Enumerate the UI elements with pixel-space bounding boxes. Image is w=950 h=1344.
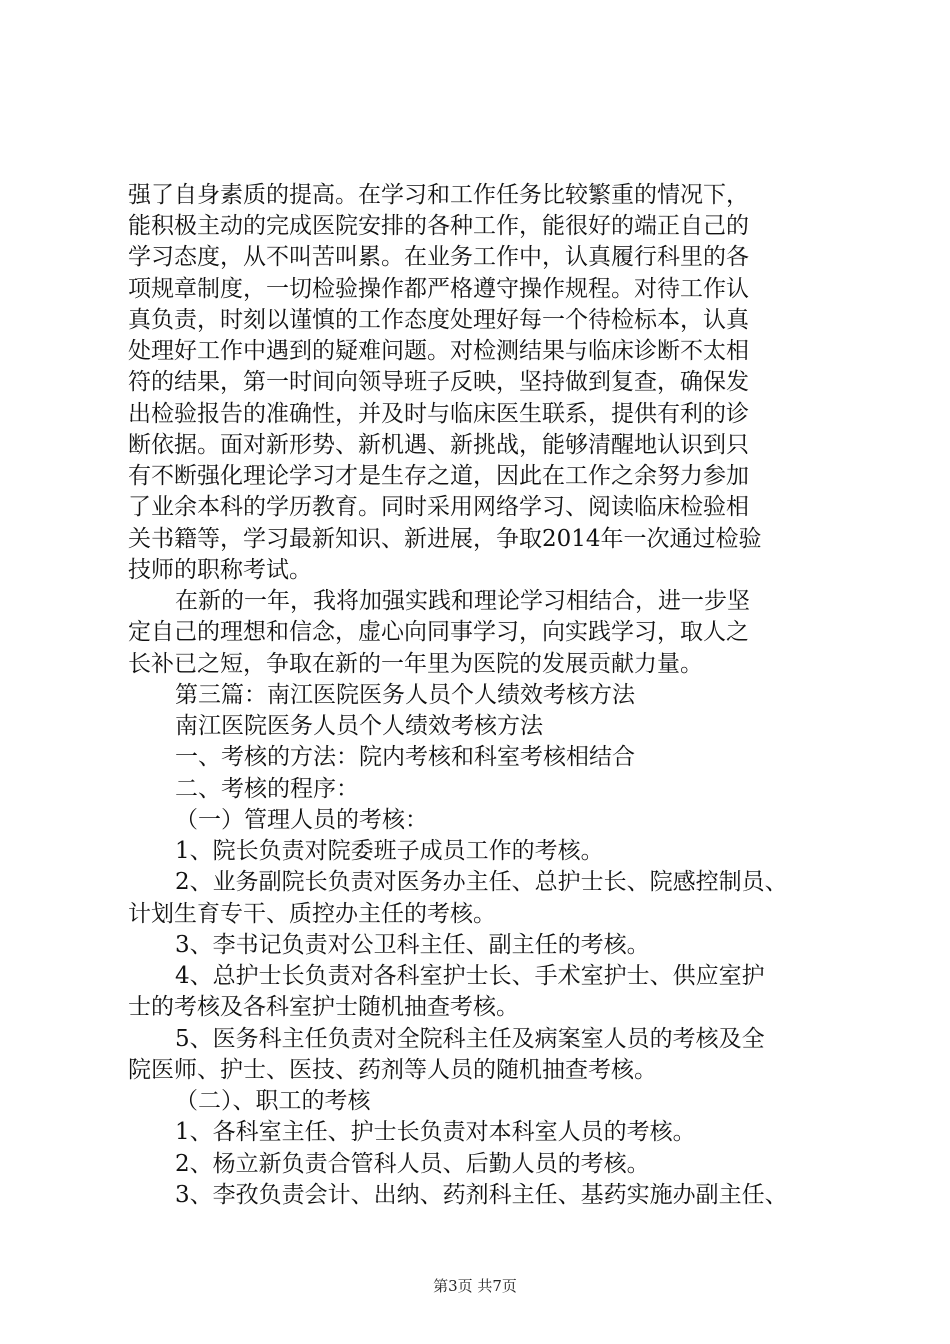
text-line: 真负责，时刻以谨慎的工作态度处理好每一个待检标本，认真 [128,307,749,333]
text-line: 学习态度，从不叫苦叫累。在业务工作中，认真履行科里的各 [128,244,749,270]
page-number-footer: 第3页 共7页 [433,1277,517,1295]
text-line: 4、总护士长负责对各科室护士长、手术室护士、供应室护 [175,963,765,989]
text-line: （一）管理人员的考核： [175,807,428,833]
text-line: 二、考核的程序： [175,776,359,802]
text-line: 3、李书记负责对公卫科主任、副主任的考核。 [175,932,650,958]
text-line: 出检验报告的准确性，并及时与临床医生联系，提供有利的诊 [128,401,749,427]
text-line: 5、医务科主任负责对全院科主任及病案室人员的考核及全 [175,1026,765,1052]
text-line: 2、业务副院长负责对医务办主任、总护士长、院感控制员、 [175,869,788,895]
text-line: 2、杨立新负责合管科人员、后勤人员的考核。 [175,1151,650,1177]
section-title: 南江医院医务人员个人绩效考核方法 [175,713,543,739]
text-line: 技师的职称考试。 [128,557,312,583]
text-line: 有不断强化理论学习才是生存之道，因此在工作之余努力参加 [128,463,749,489]
text-line: （二）、职工的考核 [175,1088,371,1114]
text-line: 士的考核及各科室护士随机抽查考核。 [128,994,519,1020]
text-line: 一、考核的方法：院内考核和科室考核相结合 [175,744,635,770]
text-line: 1、院长负责对院委班子成员工作的考核。 [175,838,604,864]
text-line: 断依据。面对新形势、新机遇、新挑战，能够清醒地认识到只 [128,432,749,458]
text-line: 了业余本科的学历教育。同时采用网络学习、阅读临床检验相 [128,494,749,520]
text-line: 项规章制度，一切检验操作都严格遵守操作规程。对待工作认 [128,276,749,302]
text-line: 1、各科室主任、护士长负责对本科室人员的考核。 [175,1119,696,1145]
text-line: 院医师、护士、医技、药剂等人员的随机抽查考核。 [128,1057,657,1083]
text-line: 计划生育专干、质控办主任的考核。 [128,901,496,927]
text-line: 处理好工作中遇到的疑难问题。对检测结果与临床诊断不太相 [128,338,749,364]
text-line: 在新的一年，我将加强实践和理论学习相结合，进一步坚 [175,588,750,614]
text-line: 强了自身素质的提高。在学习和工作任务比较繁重的情况下， [128,182,749,208]
section-heading: 第三篇：南江医院医务人员个人绩效考核方法 [175,682,635,708]
text-line: 符的结果，第一时间向领导班子反映，坚持做到复查，确保发 [128,369,749,395]
text-line: 定自己的理想和信念，虚心向同事学习，向实践学习，取人之 [128,619,749,645]
text-line: 长补已之短，争取在新的一年里为医院的发展贡献力量。 [128,651,703,677]
text-line: 关书籍等，学习最新知识、新进展，争取2014年一次通过检验 [128,526,762,552]
text-line: 能积极主动的完成医院安排的各种工作，能很好的端正自己的 [128,213,749,239]
text-line: 3、李孜负责会计、出纳、药剂科主任、基药实施办副主任、 [175,1182,788,1208]
